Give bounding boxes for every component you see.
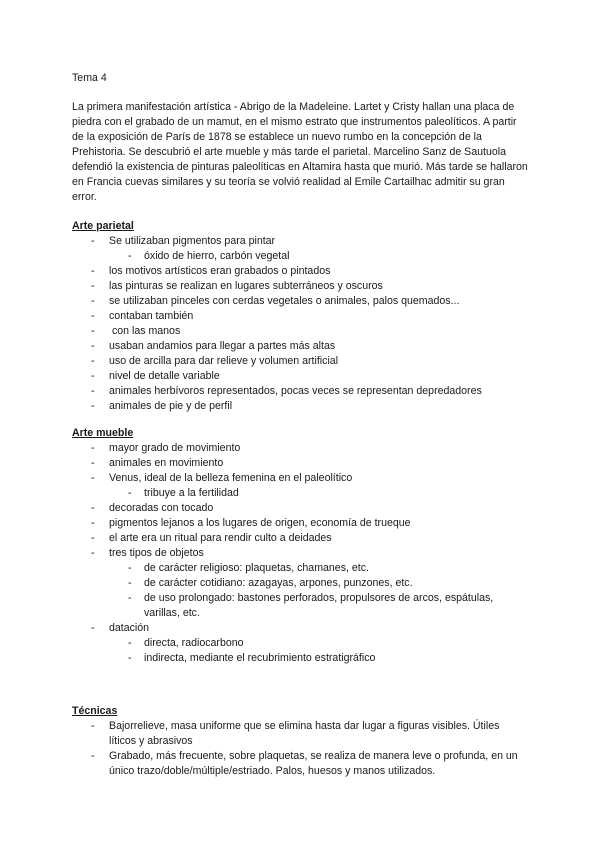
list-item: - contaban también xyxy=(72,309,528,324)
list-item: - los motivos artísticos eran grabados o pintados xyxy=(72,264,528,279)
list-item: - directa, radiocarbono xyxy=(109,636,528,651)
list-item: - mayor grado de movimiento xyxy=(72,441,528,456)
heading-arte-parietal: Arte parietal xyxy=(72,220,134,232)
heading-arte-mueble: Arte mueble xyxy=(72,427,134,439)
tecnicas-list xyxy=(72,719,528,779)
list-item: - animales en movimiento xyxy=(72,456,528,471)
list-item: - se utilizaban pinceles con cerdas vegetales o animales, palos quemados... xyxy=(72,294,528,309)
sublist xyxy=(109,636,528,666)
sublist xyxy=(109,249,528,264)
list-item: - Bajorrelieve, masa uniforme que se elimina hasta dar lugar a figuras visibles. Útiles líticos y abrasivos xyxy=(72,719,528,749)
list-item: - de carácter religioso: plaquetas, chamanes, etc. xyxy=(109,561,528,576)
list-item: - animales de pie y de perfil xyxy=(72,399,528,414)
list-item: - de carácter cotidiano: azagayas, arpones, punzones, etc. xyxy=(109,576,528,591)
list-item: - Se utilizaban pigmentos para pintar - óxido de hierro, carbón vegetal xyxy=(72,234,528,264)
list-item: - tres tipos de objetos - de carácter religioso: plaquetas, chamanes, etc. - de carácter cotidiano: azagayas, arpones, punzones, etc. - de uso prolongado: bastones perforados, propulsores de arcos, espátulas, varillas, etc. xyxy=(72,546,528,621)
document-title: Tema 4 xyxy=(72,72,107,84)
spacer xyxy=(72,666,528,704)
list-item: - decoradas con tocado xyxy=(72,501,528,516)
sublist xyxy=(109,486,528,501)
list-item: - pigmentos lejanos a los lugares de origen, economía de trueque xyxy=(72,516,528,531)
heading-tecnicas: Técnicas xyxy=(72,705,118,717)
list-item: - datación - directa, radiocarbono - indirecta, mediante el recubrimiento estratigráfico xyxy=(72,621,528,666)
list-item: - usaban andamios para llegar a partes más altas xyxy=(72,339,528,354)
mueble-list xyxy=(72,441,528,666)
document-page xyxy=(72,71,528,779)
list-item: - de uso prolongado: bastones perforados, propulsores de arcos, espátulas, varillas, etc. xyxy=(109,591,528,621)
list-item: - animales herbívoros representados, pocas veces se representan depredadores xyxy=(72,384,528,399)
list-item: - Grabado, más frecuente, sobre plaquetas, se realiza de manera leve o profunda, en un único trazo/doble/múltiple/estriado. Palos, huesos y manos utilizados. xyxy=(72,749,528,779)
intro-paragraph: La primera manifestación artística - Abrigo de la Madeleine. Lartet y Cristy hallan una placa de piedra con el grabado de un mamut, en el mismo estrato que instrumentos paleolíticos. A partir de la exposición de París de 1878 se establece un nuevo rumbo en la concepción de la Prehistoria. Se descubrió el arte mueble y más tarde el parietal. Marcelino Sanz de Sautuola defendió la existencia de pinturas paleolíticas en Altamira hasta que murió. Más tarde se hallaron en Francia cuevas similares y su teoría se volvió realidad al Emile Cartailhac admitir su gran error. xyxy=(72,101,528,203)
sublist xyxy=(109,561,528,621)
list-item: - óxido de hierro, carbón vegetal xyxy=(109,249,528,264)
list-item: - Venus, ideal de la belleza femenina en el paleolítico - tribuye a la fertilidad xyxy=(72,471,528,501)
list-item: - uso de arcilla para dar relieve y volumen artificial xyxy=(72,354,528,369)
list-item: - indirecta, mediante el recubrimiento estratigráfico xyxy=(109,651,528,666)
list-item: - tribuye a la fertilidad xyxy=(109,486,528,501)
list-item: - el arte era un ritual para rendir culto a deidades xyxy=(72,531,528,546)
list-item: - nivel de detalle variable xyxy=(72,369,528,384)
parietal-list xyxy=(72,234,528,414)
list-item: - con las manos xyxy=(72,324,528,339)
list-item: - las pinturas se realizan en lugares subterráneos y oscuros xyxy=(72,279,528,294)
